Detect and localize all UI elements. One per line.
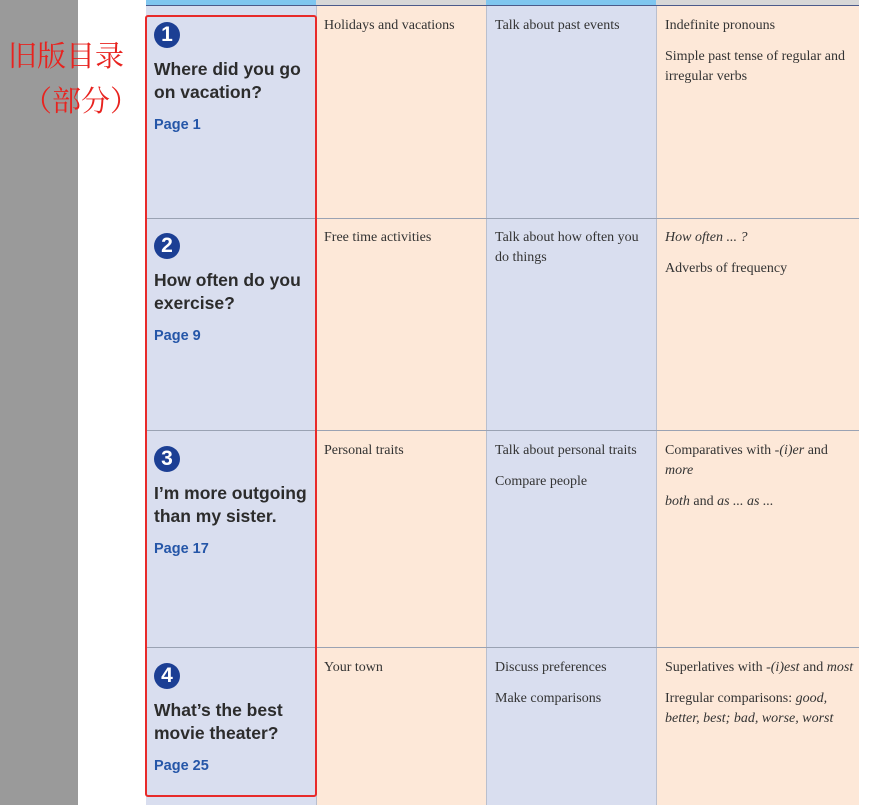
unit-number-badge: 1 [154,22,180,48]
unit-page-link[interactable]: Page 17 [154,541,209,557]
annotation-partial: （部分） [23,84,140,118]
unit-page-link[interactable]: Page 25 [154,758,209,774]
column-divider [656,6,657,805]
topic-text: Holidays and vacations [324,18,455,33]
unit-number-badge: 2 [154,233,180,259]
grammar-text: Adverbs of frequency [665,261,788,276]
function-text: Make comparisons [495,691,602,706]
unit-title: I’m more outgoing than my sister. [154,483,307,526]
grammar-text: both and as ... as ... [665,494,774,509]
function-cell [495,658,651,720]
unit-page-link[interactable]: Page 1 [154,117,201,133]
highlight-box [145,15,317,797]
function-text: Compare people [495,474,588,489]
topic-text: Your town [324,660,383,675]
unit-title: How often do you exercise? [154,270,301,313]
unit-title: Where did you go on vacation? [154,59,301,102]
unit-number-badge: 3 [154,446,180,472]
unit-title: What’s the best movie theater? [154,700,283,743]
function-text: Talk about past events [495,18,620,33]
grammar-cell [665,16,857,98]
function-text: Talk about personal traits [495,443,637,458]
topic-cell [324,441,479,472]
function-cell [495,228,651,279]
grammar-text: Irregular comparisons: good, better, best; bad, worse, worst [665,691,834,726]
topic-cell [324,658,479,689]
function-text: Talk about how often you do things [495,230,639,265]
grammar-text: Superlatives with -(i)est and most [665,660,854,675]
topic-cell [324,16,479,47]
function-cell [495,16,651,47]
grammar-text: How often ... ? [665,230,748,245]
grammar-cell [665,658,857,740]
function-text: Discuss preferences [495,660,607,675]
grammar-cell [665,441,857,523]
function-cell [495,441,651,503]
topic-text: Free time activities [324,230,432,245]
grammar-text: Comparatives with -(i)er and more [665,443,828,478]
topic-text: Personal traits [324,443,404,458]
grammar-text: Simple past tense of regular and irregular verbs [665,49,846,84]
column-divider [486,6,487,805]
unit-page-link[interactable]: Page 9 [154,328,201,344]
annotation-old-toc: 旧版目录 [8,39,125,73]
topic-cell [324,228,479,259]
grammar-cell [665,228,857,290]
grammar-text: Indefinite pronouns [665,18,776,33]
unit-number-badge: 4 [154,663,180,689]
